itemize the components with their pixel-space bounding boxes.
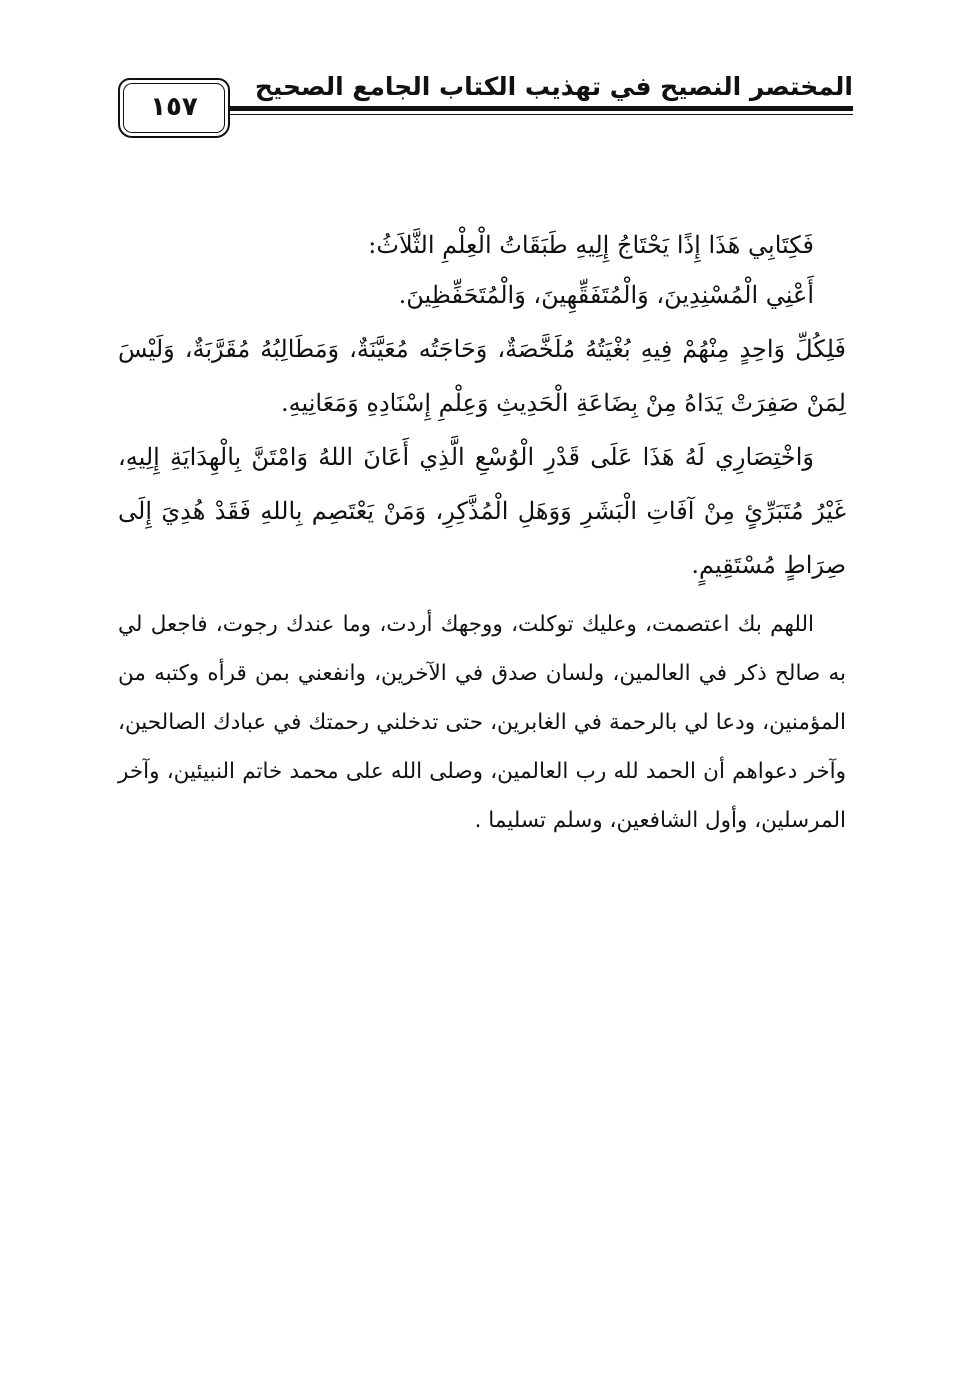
page-header (118, 62, 853, 142)
paragraph-benefit: فَلِكُلِّ وَاحِدٍ مِنْهُمْ فِيهِ بُغْيَتُهُ مُلَخَّصَةٌ، وَحَاجَتُه مُعَيَّنَةٌ، وَمَطَالِبُهُ مُقَرَّبَةٌ، وَلَيْسَ لِمَنْ صَفِرَتْ يَدَاهُ مِنْ بِضَاعَةِ الْحَدِيثِ وَعِلْمِ إِسْنَادِهِ وَمَعَانِيهِ. (118, 335, 846, 417)
page-number-frame (118, 78, 230, 138)
paragraph-supplication: اللهم بك اعتصمت، وعليك توكلت، ووجهك أردت، وما عندك رجوت، فاجعل لي به صالح ذكر في العالمين، ولسان صدق في الآخرين، وانفعني بمن قرأه وكتبه من المؤمنين، ودعا لي بالرحمة في الغابرين، حتى تدخلني رحمتك في عبادك الصالحين، وآخر دعواهم أن الحمد لله رب العالمين، وصلى الله على محمد خاتم النبيئين، وآخر المرسلين، وأول الشافعين، وسلم تسليما . (118, 612, 846, 833)
running-title: المختصر النصيح في تهذيب الكتاب الجامع الصحيح (254, 72, 853, 101)
paragraph-classes: أَعْنِي الْمُسْنِدِينَ، وَالْمُتَفَقِّهِينَ، وَالْمُتَحَفِّظِينَ. (398, 281, 814, 309)
page-number: ١٥٧ (150, 92, 198, 122)
paragraph-gap (118, 592, 846, 600)
paragraph-intro: فَكِتَابِي هَذَا إِذًا يَحْتَاجُ إِلِيهِ طَبَقَاتُ الْعِلْمِ الثَّلاَثُ: (368, 231, 814, 259)
paragraph-abridgement: وَاخْتِصَارِي لَهُ هَذَا عَلَى قَدْرِ الْوُسْعِ الَّذِي أَعَانَ اللهُ وَامْتَنَّ بِالْهِدَايَةِ إِلِيهِ، غَيْرُ مُتَبَرِّئٍ مِنْ آفَاتِ الْبَشَرِ وَوَهَلِ الْمُذَّكِرِ، وَمَنْ يَعْتَصِم بِاللهِ فَقَدْ هُدِيَ إِلَى صِرَاطٍ مُسْتَقِيمٍ. (118, 443, 846, 579)
header-rule-thick (228, 106, 853, 111)
page-body (118, 222, 846, 845)
header-rule-thin (228, 114, 853, 115)
